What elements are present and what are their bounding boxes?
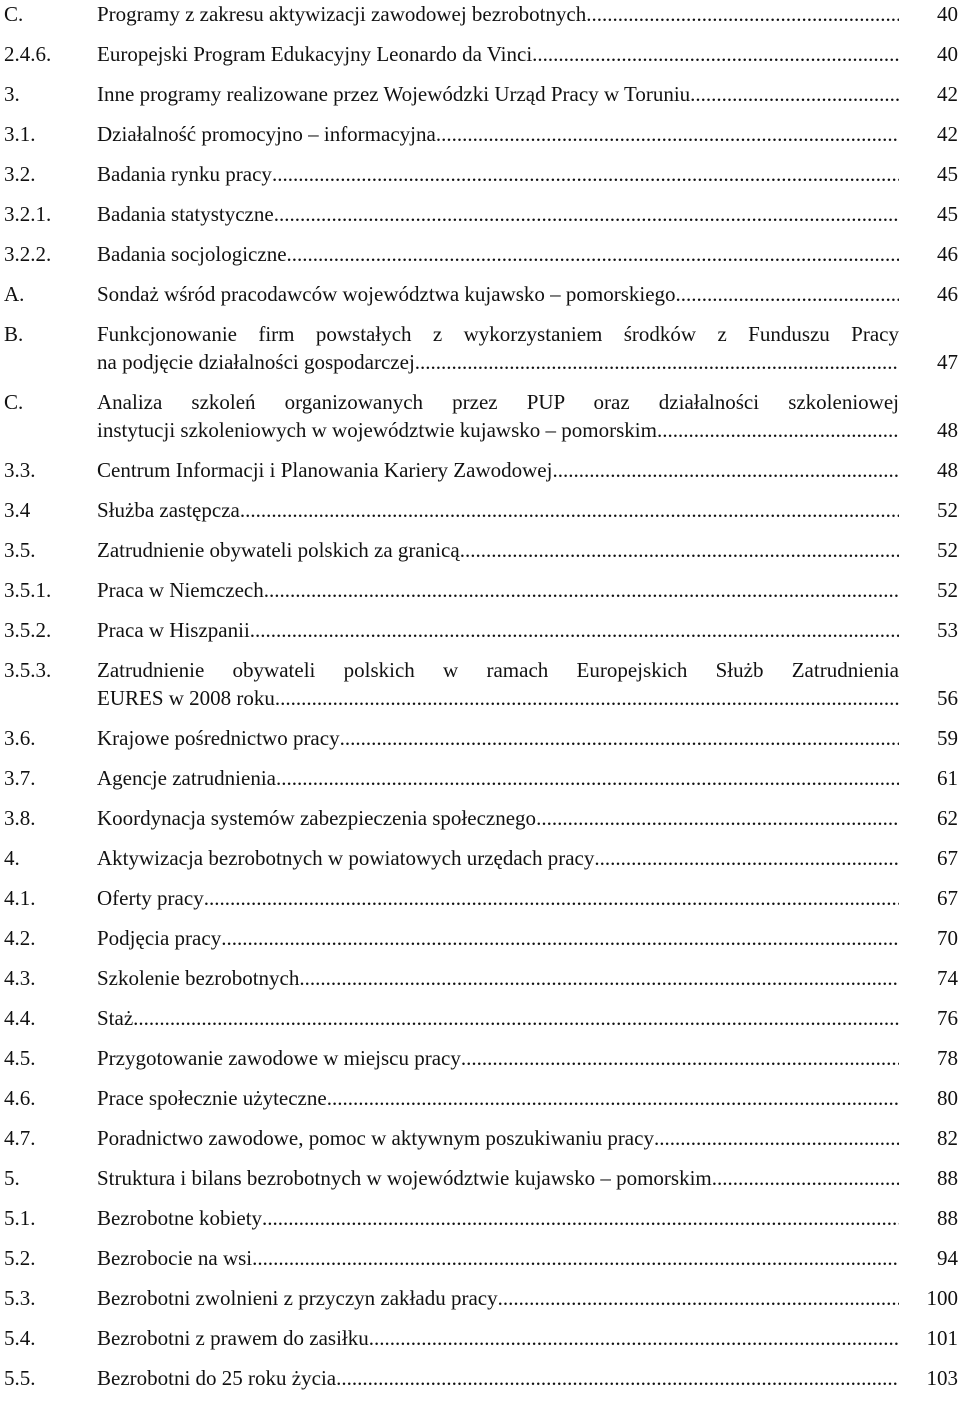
toc-entry-page-number: 101 xyxy=(926,1326,958,1350)
toc-entry[interactable] xyxy=(0,388,960,456)
toc-entry-title-line: Oferty pracy xyxy=(97,886,204,910)
toc-entry-title xyxy=(97,656,899,724)
dot-leader xyxy=(204,884,899,912)
dot-leader xyxy=(240,496,899,524)
dot-leader xyxy=(594,844,899,872)
dot-leader xyxy=(287,240,899,268)
toc-entry-page-number: 76 xyxy=(937,1006,958,1030)
dot-leader xyxy=(276,764,899,792)
toc-entry-page-number: 46 xyxy=(937,242,958,266)
toc-entry-title-line: Zatrudnienie obywateli polskich za granicą xyxy=(97,538,460,562)
toc-entry-page-number: 52 xyxy=(937,578,958,602)
toc-entry-page-number: 62 xyxy=(937,806,958,830)
toc-entry-title xyxy=(97,280,899,320)
toc-entry-title xyxy=(97,924,899,964)
dot-leader xyxy=(461,1044,899,1072)
toc-entry-page-number: 46 xyxy=(937,282,958,306)
dot-leader xyxy=(654,1124,899,1152)
toc-entry-title-line: Podjęcia pracy xyxy=(97,926,222,950)
toc-entry-number: 4.1. xyxy=(4,886,36,910)
toc-entry-title xyxy=(97,1004,899,1044)
toc-entry-title-line: Służba zastępcza xyxy=(97,498,240,522)
toc-entry-title xyxy=(97,1244,899,1284)
toc-entry-title-line: Działalność promocyjno – informacyjna xyxy=(97,122,436,146)
toc-entry[interactable] xyxy=(0,80,960,120)
toc-entry[interactable] xyxy=(0,1324,960,1364)
toc-entry-number: 3.2.2. xyxy=(4,242,52,266)
toc-entry[interactable] xyxy=(0,656,960,724)
dot-leader xyxy=(536,804,899,832)
toc-entry[interactable] xyxy=(0,456,960,496)
toc-entry-page-number: 48 xyxy=(937,458,958,482)
dot-leader xyxy=(221,924,899,952)
toc-entry-number: 3.5.1. xyxy=(4,578,52,602)
toc-entry-number: 2.4.6. xyxy=(4,42,52,66)
toc-entry[interactable] xyxy=(0,120,960,160)
toc-entry-title-line: Analiza szkoleń organizowanych przez PUP oraz działalności szkoleniowej xyxy=(97,390,899,414)
toc-entry-number: 3.6. xyxy=(4,726,36,750)
toc-entry[interactable] xyxy=(0,616,960,656)
dot-leader xyxy=(327,1084,899,1112)
toc-entry-number: C. xyxy=(4,2,24,26)
toc-entry-number: 3.2.1. xyxy=(4,202,52,226)
toc-entry-number: 3.2. xyxy=(4,162,36,186)
toc-entry-page-number: 88 xyxy=(937,1166,958,1190)
toc-entry-page-number: 94 xyxy=(937,1246,958,1270)
toc-entry-page-number: 67 xyxy=(937,846,958,870)
toc-entry[interactable] xyxy=(0,536,960,576)
toc-entry-page-number: 100 xyxy=(926,1286,958,1310)
toc-entry-number: 3.7. xyxy=(4,766,36,790)
toc-entry-title xyxy=(97,240,899,280)
toc-entry-title-line: Badania socjologiczne xyxy=(97,242,287,266)
toc-entry[interactable] xyxy=(0,1124,960,1164)
toc-entry-title xyxy=(97,1124,899,1164)
toc-entry-number: 5.5. xyxy=(4,1366,36,1390)
toc-entry[interactable] xyxy=(0,804,960,844)
toc-entry[interactable] xyxy=(0,576,960,616)
toc-entry-page-number: 40 xyxy=(937,2,958,26)
toc-entry-title xyxy=(97,884,899,924)
dot-leader xyxy=(336,1364,899,1392)
toc-entry-title xyxy=(97,724,899,764)
toc-entry-title xyxy=(97,200,899,240)
dot-leader xyxy=(415,348,899,376)
toc-entry-page-number: 42 xyxy=(937,82,958,106)
toc-entry-title-line: Europejski Program Edukacyjny Leonardo da Vinci xyxy=(97,42,533,66)
toc-entry-number: 3.5. xyxy=(4,538,36,562)
toc-entry-title xyxy=(97,536,899,576)
toc-entry[interactable] xyxy=(0,1364,960,1404)
toc-entry-number: 4. xyxy=(4,846,20,870)
toc-entry-number: 5.1. xyxy=(4,1206,36,1230)
toc-entry-title-line: Prace społecznie użyteczne xyxy=(97,1086,327,1110)
toc-entry-number: 5. xyxy=(4,1166,20,1190)
toc-entry-page-number: 80 xyxy=(937,1086,958,1110)
toc-entry-title-line: Staż xyxy=(97,1006,134,1030)
toc-entry[interactable] xyxy=(0,964,960,1004)
toc-entry-page-number: 78 xyxy=(937,1046,958,1070)
toc-entry[interactable] xyxy=(0,240,960,280)
toc-entry-title-line: Badania statystyczne xyxy=(97,202,274,226)
toc-entry-title xyxy=(97,160,899,200)
toc-entry-title-line: Struktura i bilans bezrobotnych w województwie kujawsko – pomorskim xyxy=(97,1166,712,1190)
toc-entry-number: 4.5. xyxy=(4,1046,36,1070)
toc-entry-page-number: 56 xyxy=(937,686,958,710)
toc-entry-title xyxy=(97,1364,899,1404)
toc-entry-title xyxy=(97,964,899,1004)
toc-entry-page-number: 53 xyxy=(937,618,958,642)
toc-entry[interactable] xyxy=(0,280,960,320)
toc-entry-title xyxy=(97,456,899,496)
toc-entry[interactable] xyxy=(0,1044,960,1084)
toc-entry-title xyxy=(97,0,899,40)
toc-entry-number: 3.5.3. xyxy=(4,658,52,682)
dot-leader xyxy=(712,1164,899,1192)
toc-entry-title xyxy=(97,804,899,844)
toc-entry[interactable] xyxy=(0,320,960,388)
dot-leader xyxy=(264,576,899,604)
toc-entry-number: 3.4 xyxy=(4,498,31,522)
toc-entry-page-number: 40 xyxy=(937,42,958,66)
dot-leader xyxy=(676,280,899,308)
toc-entry-page-number: 70 xyxy=(937,926,958,950)
toc-entry-title-line: Przygotowanie zawodowe w miejscu pracy xyxy=(97,1046,461,1070)
toc-entry[interactable] xyxy=(0,884,960,924)
toc-entry-page-number: 61 xyxy=(937,766,958,790)
toc-entry-title xyxy=(97,1044,899,1084)
toc-entry-title xyxy=(97,320,899,388)
toc-entry-title-line: Aktywizacja bezrobotnych w powiatowych urzędach pracy xyxy=(97,846,595,870)
toc-entry-number: 4.3. xyxy=(4,966,36,990)
toc-entry-title-line: EURES w 2008 roku xyxy=(97,686,275,710)
toc-entry[interactable] xyxy=(0,0,960,40)
toc-entry[interactable] xyxy=(0,1164,960,1204)
toc-entry-title-line: Bezrobotni do 25 roku życia xyxy=(97,1366,337,1390)
dot-leader xyxy=(340,724,899,752)
toc-entry-number: 3.1. xyxy=(4,122,36,146)
toc-entry-title xyxy=(97,1084,899,1124)
toc-entry-number: C. xyxy=(4,390,24,414)
toc-entry-number: 3.5.2. xyxy=(4,618,52,642)
dot-leader xyxy=(262,1204,899,1232)
toc-entry-title-line: Poradnictwo zawodowe, pomoc w aktywnym poszukiwaniu pracy xyxy=(97,1126,654,1150)
toc-entry-page-number: 59 xyxy=(937,726,958,750)
toc-entry-page-number: 45 xyxy=(937,202,958,226)
toc-entry-number: 3. xyxy=(4,82,20,106)
toc-entry-title-line: Bezrobocie na wsi xyxy=(97,1246,253,1270)
toc-entry[interactable] xyxy=(0,496,960,536)
dot-leader xyxy=(532,40,899,68)
toc-entry-number: A. xyxy=(4,282,25,306)
toc-entry-title-line: Badania rynku pracy xyxy=(97,162,272,186)
toc-entry-title-line: Koordynacja systemów zabezpieczenia społecznego xyxy=(97,806,537,830)
toc-entry-title-line: Agencje zatrudnienia xyxy=(97,766,276,790)
toc-entry-number: 5.4. xyxy=(4,1326,36,1350)
toc-entry[interactable] xyxy=(0,40,960,80)
dot-leader xyxy=(552,456,899,484)
toc-entry-title-line: instytucji szkoleniowych w województwie kujawsko – pomorskim xyxy=(97,418,657,442)
dot-leader xyxy=(690,80,899,108)
toc-entry-page-number: 103 xyxy=(926,1366,958,1390)
toc-entry-number: 5.3. xyxy=(4,1286,36,1310)
toc-entry-number: 3.8. xyxy=(4,806,36,830)
toc-entry-page-number: 48 xyxy=(937,418,958,442)
toc-entry-page-number: 52 xyxy=(937,498,958,522)
toc-entry-title-line: Zatrudnienie obywateli polskich w ramach Europejskich Służb Zatrudnienia xyxy=(97,658,899,682)
toc-entry[interactable] xyxy=(0,160,960,200)
dot-leader xyxy=(274,200,899,228)
dot-leader xyxy=(586,0,899,28)
toc-entry-number: 4.6. xyxy=(4,1086,36,1110)
dot-leader xyxy=(250,616,899,644)
toc-entry-number: 4.7. xyxy=(4,1126,36,1150)
toc-entry-title-line: Krajowe pośrednictwo pracy xyxy=(97,726,340,750)
toc-entry-title xyxy=(97,1324,899,1364)
toc-entry-title-line: na podjęcie działalności gospodarczej xyxy=(97,350,415,374)
toc-entry-title-line: Programy z zakresu aktywizacji zawodowej bezrobotnych xyxy=(97,2,587,26)
toc-entry[interactable] xyxy=(0,724,960,764)
toc-entry-title xyxy=(97,1164,899,1204)
toc-entry[interactable] xyxy=(0,764,960,804)
toc-entry-title-line: Centrum Informacji i Planowania Kariery Zawodowej xyxy=(97,458,553,482)
toc-entry-page-number: 88 xyxy=(937,1206,958,1230)
toc-entry-title xyxy=(97,616,899,656)
toc-entry-title-line: Inne programy realizowane przez Wojewódzki Urząd Pracy w Toruniu xyxy=(97,82,691,106)
toc-entry-page-number: 45 xyxy=(937,162,958,186)
toc-entry-title xyxy=(97,576,899,616)
toc-entry-title xyxy=(97,844,899,884)
toc-entry-number: 5.2. xyxy=(4,1246,36,1270)
toc-entry-page-number: 67 xyxy=(937,886,958,910)
toc-entry-title-line: Funkcjonowanie firm powstałych z wykorzystaniem środków z Funduszu Pracy xyxy=(97,322,899,346)
toc-entry-title xyxy=(97,80,899,120)
dot-leader xyxy=(436,120,899,148)
dot-leader xyxy=(460,536,899,564)
dot-leader xyxy=(272,160,899,188)
dot-leader xyxy=(133,1004,899,1032)
toc-entry-page-number: 74 xyxy=(937,966,958,990)
toc-entry[interactable] xyxy=(0,844,960,884)
toc-entry-title-line: Sondaż wśród pracodawców województwa kujawsko – pomorskiego xyxy=(97,282,676,306)
toc-entry-title xyxy=(97,1204,899,1244)
toc-entry-page-number: 52 xyxy=(937,538,958,562)
toc-entry[interactable] xyxy=(0,1284,960,1324)
toc-entry-title xyxy=(97,764,899,804)
toc-entry-number: 4.2. xyxy=(4,926,36,950)
toc-entry-title xyxy=(97,40,899,80)
toc-entry[interactable] xyxy=(0,1204,960,1244)
toc-entry-number: 4.4. xyxy=(4,1006,36,1030)
dot-leader xyxy=(369,1324,899,1352)
toc-entry-title-line: Praca w Hiszpanii xyxy=(97,618,250,642)
dot-leader xyxy=(299,964,899,992)
toc-entry-title-line: Bezrobotne kobiety xyxy=(97,1206,263,1230)
toc-entry-title-line: Praca w Niemczech xyxy=(97,578,264,602)
toc-entry-title-line: Bezrobotni z prawem do zasiłku xyxy=(97,1326,369,1350)
toc-entry-title-line: Szkolenie bezrobotnych xyxy=(97,966,300,990)
toc-entry-title xyxy=(97,388,899,456)
toc-entry[interactable] xyxy=(0,924,960,964)
toc-entry-number: B. xyxy=(4,322,24,346)
dot-leader xyxy=(252,1244,899,1272)
dot-leader xyxy=(275,684,899,712)
toc-entry[interactable] xyxy=(0,1004,960,1044)
toc-entry-page-number: 47 xyxy=(937,350,958,374)
dot-leader xyxy=(657,416,899,444)
toc-entry-number: 3.3. xyxy=(4,458,36,482)
toc-entry[interactable] xyxy=(0,1084,960,1124)
toc-entry-title xyxy=(97,1284,899,1324)
toc-entry-title xyxy=(97,496,899,536)
toc-entry-title-line: Bezrobotni zwolnieni z przyczyn zakładu pracy xyxy=(97,1286,498,1310)
dot-leader xyxy=(498,1284,899,1312)
toc-entry[interactable] xyxy=(0,200,960,240)
toc-entry-page-number: 82 xyxy=(937,1126,958,1150)
toc-entry-title xyxy=(97,120,899,160)
toc-entry-page-number: 42 xyxy=(937,122,958,146)
toc-entry[interactable] xyxy=(0,1244,960,1284)
